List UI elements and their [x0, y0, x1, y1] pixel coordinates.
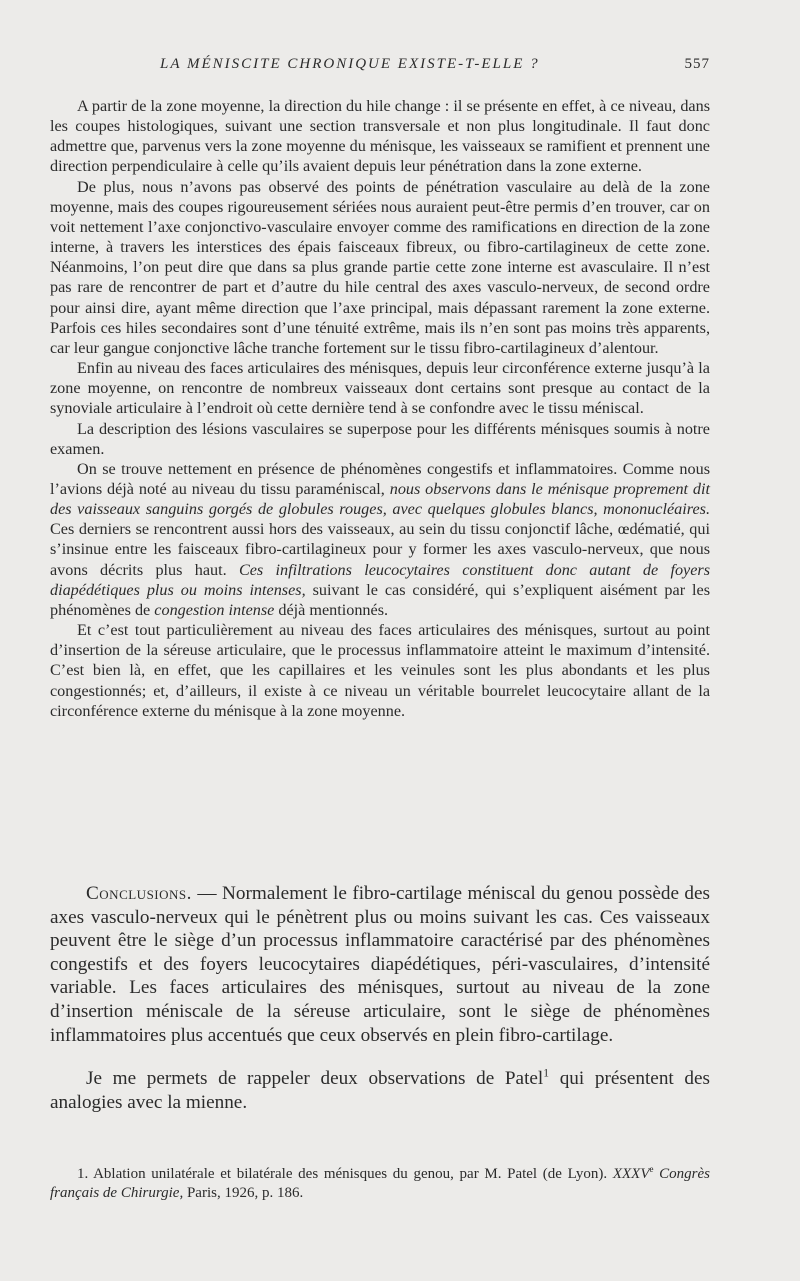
final-paragraph [50, 1067, 710, 1114]
conclusions-text: — Normalement le fibro-cartilage méniscal du genou possède des axes vasculo-nerveux qui le pénètrent plus ou moins suivant les cas. Ces vaisseaux peuvent être le siège d’un processus inflammatoire caractérisé par des phénomènes congestifs et des foyers leucocytaires diapédétiques, péri-vasculaires, d’intensité variable. Les faces articulaires des ménisques, surtout au niveau de la zone d’insertion méniscale de la séreuse articulaire, sont le siège de phénomènes inflammatoires plus accentués que ceux observés en plein fibro-cartilage. [50, 883, 710, 1046]
paragraph: Enfin au niveau des faces articulaires des ménisques, depuis leur circonférence externe jusqu’à la zone moyenne, on rencontre de nombreux vaisseaux dont certains sont presque au contact de la synoviale articulaire à l’endroit où cette dernière tend à se confondre avec le tissu méniscal. [50, 359, 710, 418]
paragraph: A partir de la zone moyenne, la direction du hile change : il se présente en effet, à ce niveau, dans les coupes histologiques, suivant une section transversale et non plus longitudinale. Il faut donc admettre que, parvenus vers la zone moyenne du ménisque, les vaisseaux se ramifient et prennent une direction perpendiculaire à celle qu’ils avaient depuis leur pénétration dans la zone externe. [50, 97, 710, 176]
text-run: Ces derniers se rencontrent aussi hors des vaisseaux, au sein du tissu conjonctif lâche, œdématié, qui s’insinue entre les faisceaux fibro-cartilagineux pour y former les axes vasculo-nerveux, que nous avons décrits plus haut. [50, 520, 710, 579]
footnote-italic: Congrès français de Chirurgie, [50, 1166, 711, 1201]
footnote [50, 1165, 710, 1203]
paragraph: Et c’est tout particulièrement au niveau des faces articulaires des ménisques, surtout au point d’insertion de la séreuse articulaire, que le processus inflammatoire atteint le maximum d’intensité. C’est bien là, en effet, que les capillaires et les veinules sont les plus abondants et les plus congestionnés; et, d’ailleurs, il existe à ce niveau un véritable bourrelet leucocytaire allant de la circonférence externe du ménisque à la zone moyenne. [50, 621, 710, 720]
paragraph: De plus, nous n’avons pas observé des points de pénétration vasculaire au delà de la zone moyenne, mais des coupes rigoureusement sériées nous auraient peut-être permis d’en trouver, car on voit nettement l’axe conjonctivo-vasculaire envoyer comme des ramifications en direction de la zone interne, à travers les interstices des épais faisceaux fibreux, ou fibro-cartilagineux de cette zone. Néanmoins, l’on peut dire que dans sa plus grande partie cette zone interne est avasculaire. Il n’est pas rare de rencontrer de part et d’autre du hile central des axes vasculo-nerveux, de second ordre pour ainsi dire, ayant même direction que l’axe principal, mais dépassant rarement la zone externe. Parfois ces hiles secondaires sont d’une ténuité extrême, mais ils n’en sont pas moins très apparents, car leur gangue conjonctive lâche tranche fortement sur le tissu fibro-cartilagineux d’alentour. [50, 177, 710, 357]
text-run: On se trouve nettement en présence de phénomènes congestifs et inflammatoires. Comme nous l’avions déjà noté au niveau du tissu paraméniscal, [50, 459, 710, 498]
conclusions-paragraph [50, 882, 710, 1047]
final-text: Je me permets de rappeler deux observations de Patel [86, 1068, 544, 1090]
main-text [50, 96, 710, 721]
footnote-suffix: Paris, 1926, p. 186. [186, 1185, 304, 1201]
footnote-roman-sup: e [649, 1164, 654, 1174]
paragraph: La description des lésions vasculaires se superpose pour les différents ménisques soumis à notre examen. [50, 419, 710, 458]
final-text-after: qui présentent des analogies avec la mienne. [50, 1068, 710, 1113]
footnote-ref: 1 [543, 1067, 550, 1080]
text-run: déjà mentionnés. [278, 600, 389, 619]
paragraph [50, 459, 710, 620]
italic-run: Ces infiltrations leucocytaires constituent donc autant de foyers diapédétiques plus ou moins intenses, [50, 560, 711, 599]
footnote-prefix: 1. Ablation unilatérale et bilatérale des ménisques du genou, par M. Patel (de Lyon). [77, 1166, 608, 1182]
italic-run: nous observons dans le ménisque proprement dit des vaisseaux sanguins gorgés de globules rouges, avec quelques globules blancs, mononucléaires. [50, 479, 711, 519]
conclusions-section [50, 882, 710, 1114]
running-title: LA MÉNISCITE CHRONIQUE EXISTE-T-ELLE ? [160, 56, 540, 72]
text-run: suivant le cas considéré, qui s’expliquent aisément par les phénomènes de [50, 580, 710, 619]
italic-run: congestion intense [154, 600, 275, 619]
page-number: 557 [684, 56, 710, 72]
conclusions-label: Conclusions. [86, 883, 192, 904]
footnote-roman: XXXV [612, 1166, 650, 1182]
